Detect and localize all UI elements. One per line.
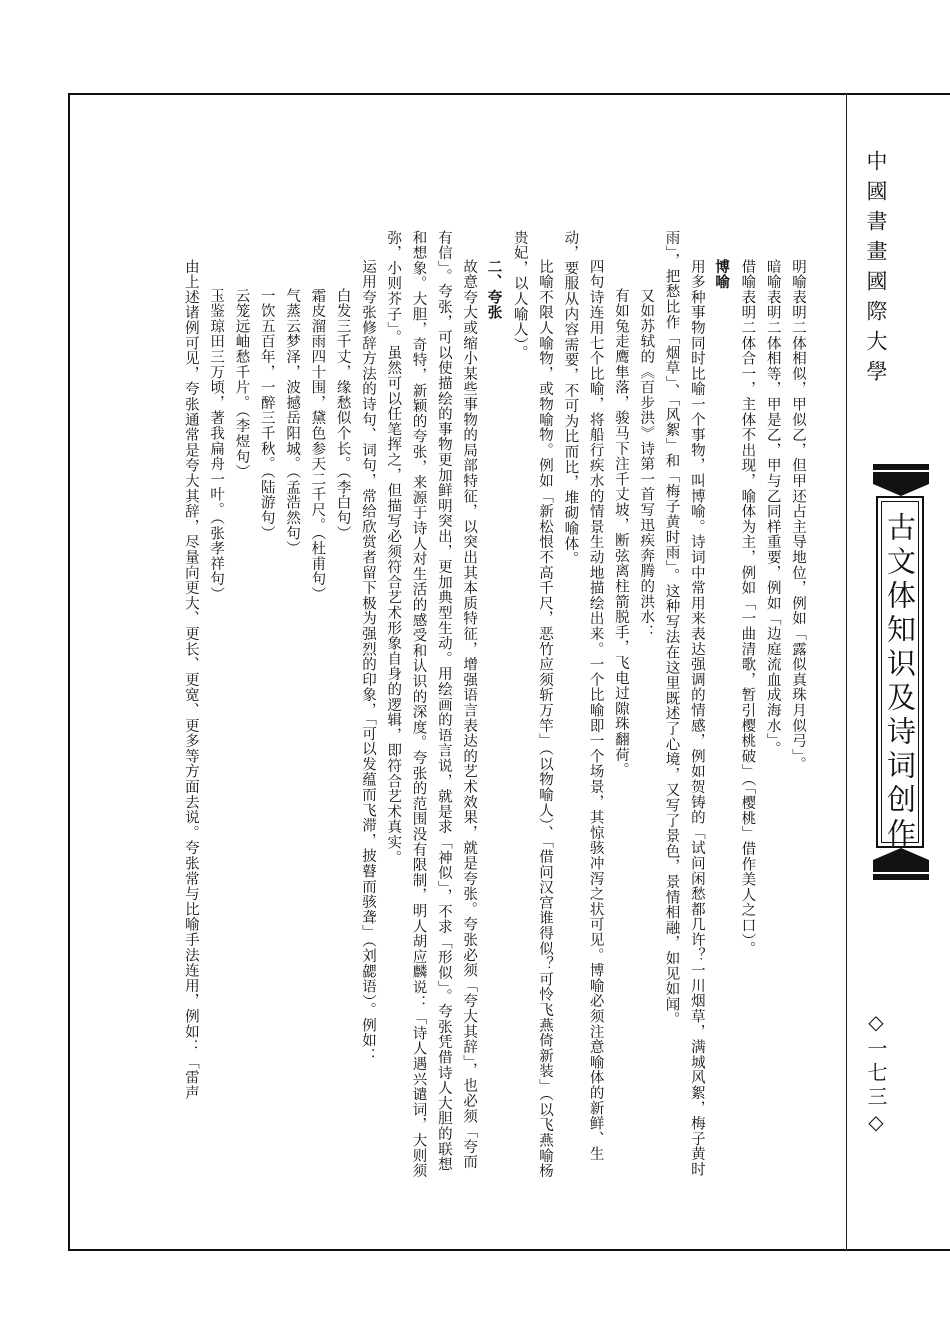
paragraph-hyperbole-usage: 运用夸张修辞方法的诗句、词句，常给欣赏者留下极为强烈的印象，「可以发蕴而飞滞，披瞽而骇聋」（刘勰语）。例如： [359, 259, 376, 1064]
paragraph-metaphor-types: 比喻不限人喻物，或物喻物。例如「新松恨不高千尺，恶竹应须斩万竿」（以物喻人）、「借问汉宫谁得似？可怜飞燕倚新装」（以飞燕喻杨贵妃，以人喻人）。 [511, 230, 554, 1179]
paragraph-metaphor-borrowed: 借喻表明二体合一，主体不出现，喻体为主，例如「一曲清歌，暂引樱桃破」（「樱桃」借作美人之口）。 [739, 259, 756, 957]
section-heading-hyperbole: 二、夸张 [485, 259, 503, 321]
paragraph-metaphor-explicit: 明喻表明二体相似，甲似乙，但甲还占主导地位，例如「露似真珠月似弓」。 [790, 259, 806, 772]
paragraph-hyperbole-definition: 故意夸大或缩小某些事物的局部特征，以突出其本质特征，增强语言表达的艺术效果，就是夸张。夸张必须「夸大其辞」，也必须「夸而有信」。夸张，可以使描绘的事物更加鲜明突出，更加典型生动。用绘画的语言说，就是求「神似」，不求「形似」。夸张凭借诗人大胆的联想和想象。大胆，奇特，新颖的夸张，来源于诗人对生活的感受和认识的深度。夸张的范围没有限制，明人胡应麟说：「诗人遇兴谴词，大则须弥，小则芥子」。虽然可以任笔挥之，但描写必须符合艺术形象自身的逻辑，即符合艺术真实。 [385, 230, 478, 1179]
example-du-fu: 霜皮溜雨四十围，黛色参天二千尺。（杜甫句） [309, 288, 326, 603]
paragraph-boyu-definition: 用多种事物同时比喻一个事物，叫博喻。诗词中常用来表达强调的情感，例如贺铸的「试问闲愁都几许？一川烟草，满城风絮，梅子黄时雨」，把愁比作「烟草」、「风絮」和「梅子黄时雨」。这种写法在这里既述了心境，又写了景色，景情相融，如见如闻。 [663, 230, 705, 1177]
paragraph-conclusion: 由上述诸例可见，夸张通常是夸大其辞，尽量向更大、更长、更宽、更多等方面去说。夸张常与比喻手法连用，例如：「雷声 [182, 259, 199, 1101]
example-zhang-xiaoxiang: 玉鉴琼田三万顷，著我扁舟一叶。（张孝祥句） [208, 288, 225, 603]
book-title-banner [872, 462, 930, 882]
school-name: 中國書畫國際大學 [864, 150, 888, 390]
example-lu-you: 一饮五百年，一醉三千秋。（陆游句） [258, 288, 275, 541]
body-text [110, 230, 810, 1180]
book-title: 古文体知识及诗词创作 [883, 512, 917, 852]
example-meng-haoran: 气蒸云梦泽，波撼岳阳城。（孟浩然句） [284, 288, 301, 557]
example-li-yu: 云笼远岫愁千片。（李煜句） [233, 288, 250, 480]
page-number: ◇一七三◇ [864, 1010, 888, 1138]
banner-top-ornament [872, 462, 930, 498]
paragraph-su-shi-intro: 又如苏轼的《百步洪》诗第一首写迅疾奔腾的洪水： [638, 288, 655, 640]
header-divider [846, 93, 847, 1251]
example-li-bai: 白发三千丈，缘愁似个长。（李白句） [334, 288, 351, 541]
paragraph-boyu-analysis: 四句诗连用七个比喻，将船行疾水的情景生动地描绘出来。一个比喻即一个场景，其惊骇冲泻之状可见。博喻必须注意喻体的新鲜、生动，要服从内容需要，不可为比而比，堆砌喻体。 [562, 230, 604, 1162]
paragraph-metaphor-implicit: 暗喻表明二体相等，甲是乙，甲与乙同样重要，例如「边庭流血成海水」。 [764, 259, 781, 757]
quote-baibuhong: 有如兔走鹰隼落，骏马下注千丈坡，断弦离柱箭脱手，飞电过隙珠翻荷。 [612, 288, 629, 778]
subheading-boyu: 博喻 [713, 259, 731, 290]
